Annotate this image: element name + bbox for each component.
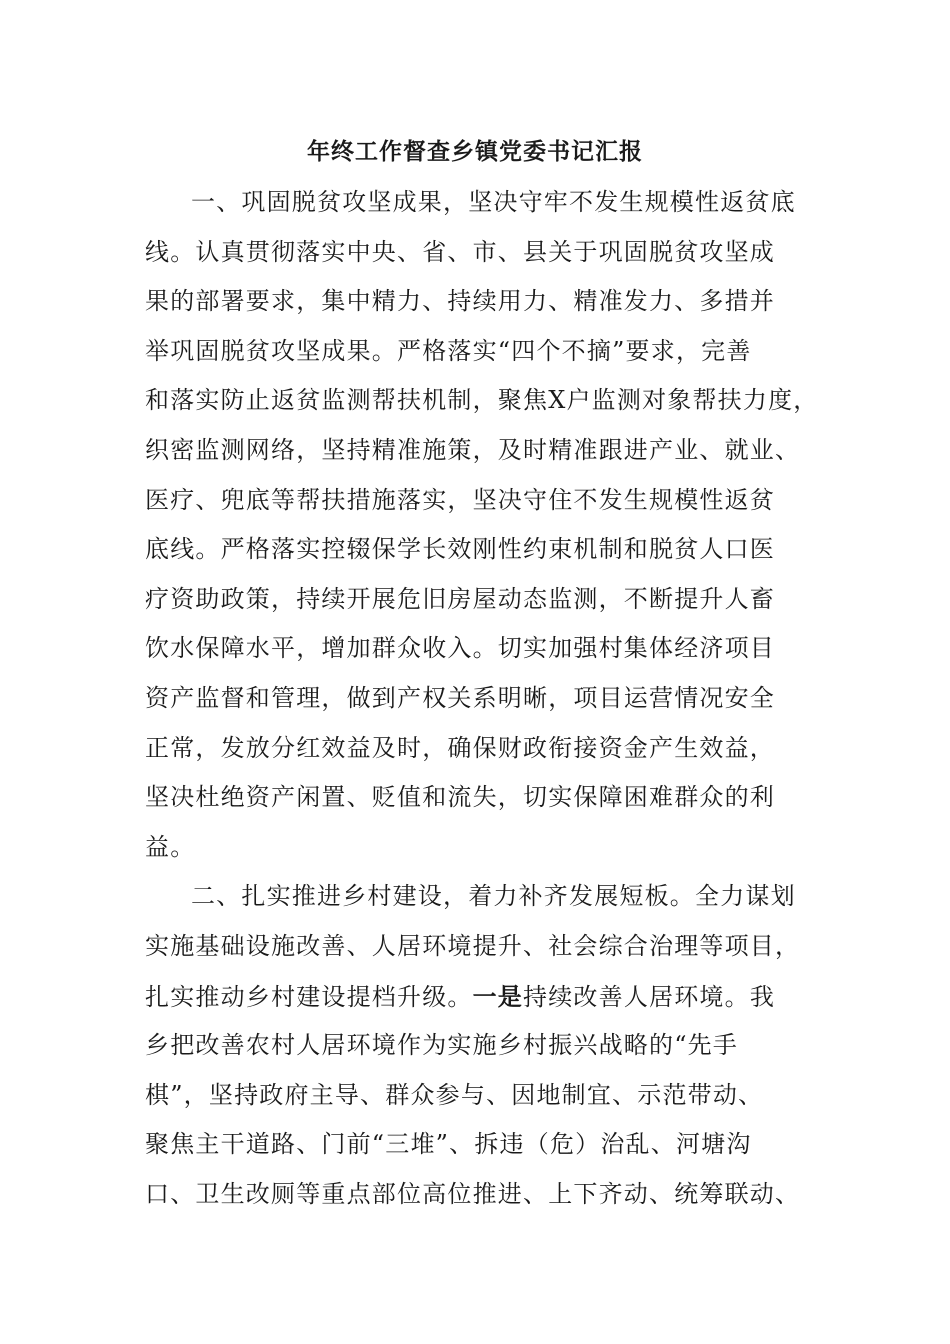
text-line: 口、卫生改厕等重点部位高位推进、上下齐动、统筹联动、 [145,1179,801,1208]
text-line: 棋”，坚持政府主导、群众参与、因地制宜、示范带动、 [145,1080,764,1109]
paragraph-1 [145,178,835,872]
paragraph-2 [145,872,835,1219]
text-line: 果的部署要求，集中精力、持续用力、精准发力、多措并 [145,287,775,316]
text-line: 医疗、兜底等帮扶措施落实，坚决守住不发生规模性返贫 [145,485,775,514]
text-line: 聚焦主干道路、门前“三堆”、拆违（危）治乱、河塘沟 [145,1130,752,1159]
text-line: 二、扎实推进乡村建设，着力补齐发展短板。全力谋划 [191,882,796,911]
document-body [145,178,835,1219]
text-segment: 扎实推动乡村建设提档升级。 [145,982,473,1011]
document-title: 年终工作督查乡镇党委书记汇报 [307,138,643,165]
text-line: 疗资助政策，持续开展危旧房屋动态监测，不断提升人畜 [145,584,775,613]
text-line: 织密监测网络，坚持精准施策，及时精准跟进产业、就业、 [145,435,801,464]
text-segment: 持续改善人居环境。我 [523,982,776,1011]
text-line [145,972,835,1022]
text-line: 底线。严格落实控辍保学长效刚性约束机制和脱贫人口医 [145,535,775,564]
text-line: 举巩固脱贫攻坚成果。严格落实“四个不摘”要求，完善 [145,336,752,365]
text-line: 一、巩固脱贫攻坚成果，坚决守牢不发生规模性返贫底 [191,188,796,216]
text-line: 饮水保障水平，增加群众收入。切实加强村集体经济项目 [145,634,775,663]
text-line: 资产监督和管理，做到产权关系明晰，项目运营情况安全 [145,683,775,712]
text-line: 正常，发放分红效益及时，确保财政衔接资金产生效益， [145,733,775,762]
text-line: 乡把改善农村人居环境作为实施乡村振兴战略的“先手 [145,1031,739,1060]
text-line: 和落实防止返贫监测帮扶机制，聚焦X户监测对象帮扶力度， [145,386,819,415]
bold-marker: 一是 [472,981,524,1011]
text-line: 坚决杜绝资产闲置、贬值和流失，切实保障困难群众的利 [145,783,775,812]
text-line: 实施基础设施改善、人居环境提升、社会综合治理等项目， [145,931,801,960]
text-line: 益。 [145,832,196,861]
text-line: 线。认真贯彻落实中央、省、市、县关于巩固脱贫攻坚成 [145,237,775,266]
